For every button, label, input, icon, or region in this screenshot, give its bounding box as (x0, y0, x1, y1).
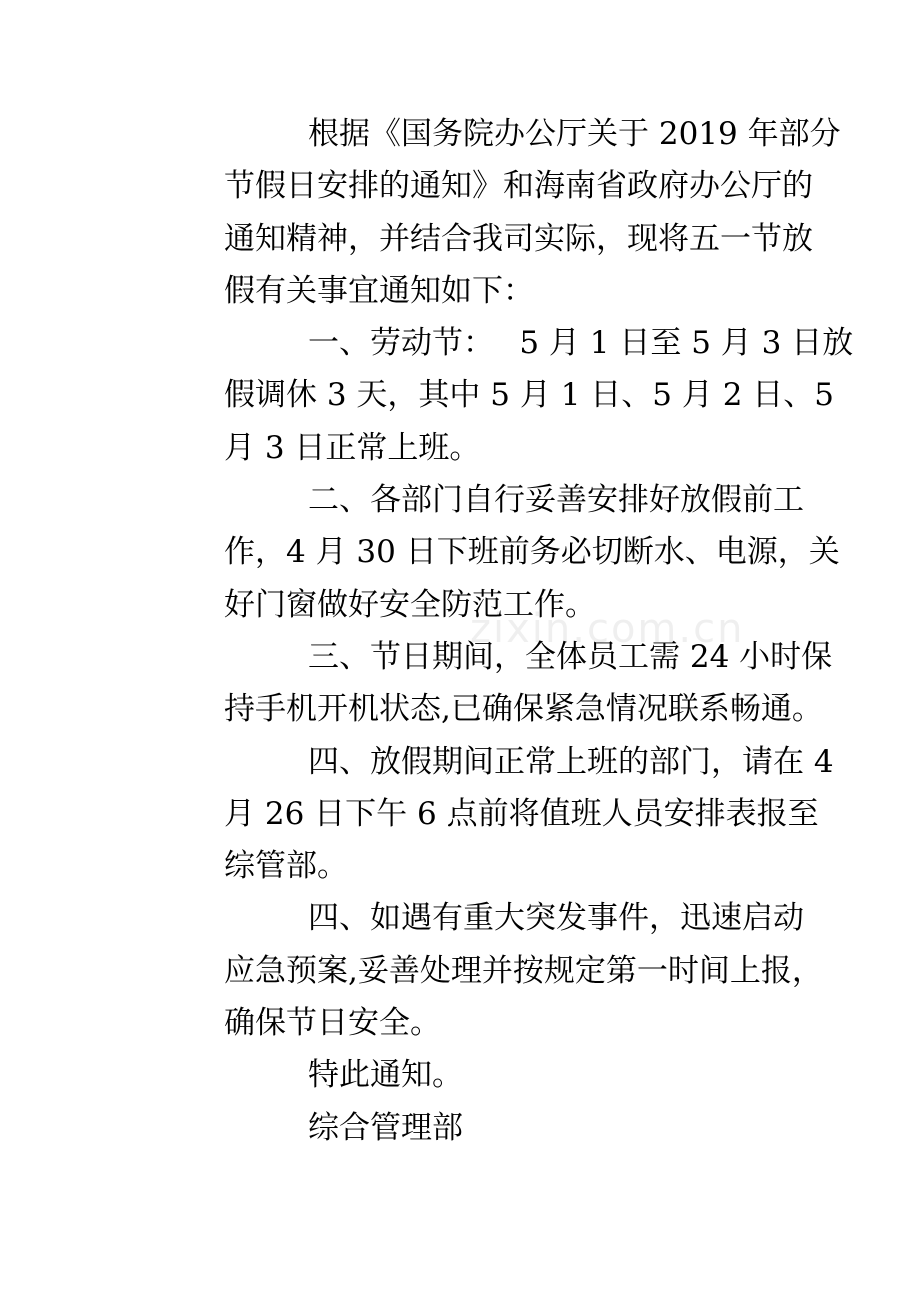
signature-block (140, 1102, 790, 1154)
text-line: 月 3 日正常上班。 (224, 429, 481, 466)
closing-text: 特此通知。 (308, 1057, 463, 1094)
text-line: 根据《国务院办公厅关于 2019 年部分 (308, 116, 841, 152)
text-line: 综管部。 (224, 848, 348, 885)
text-line: 假有关事宜通知如下： (224, 272, 534, 309)
signature-text: 综合管理部 (308, 1109, 463, 1146)
text-line: 确保节日安全。 (224, 1005, 441, 1042)
closing-line (140, 1049, 790, 1101)
paragraph-item-4 (140, 736, 834, 893)
text-line: 好门窗做好安全防范工作。 (224, 586, 596, 623)
paragraph-item-5 (140, 892, 823, 1049)
text-line: 月 26 日下午 6 点前将值班人员安排表报至 (224, 795, 819, 832)
text-line: 持手机开机状态,已确保紧急情况联系畅通。 (224, 691, 823, 728)
text-line: 二、各部门自行妥善安排好放假前工 (308, 482, 804, 519)
text-line: 四、放假期间正常上班的部门，请在 4 (308, 743, 834, 780)
text-line: 通知精神，并结合我司实际，现将五一节放 (224, 220, 813, 257)
text-line: 应急预案,妥善处理并按规定第一时间上报， (224, 952, 823, 989)
watermark-text: zixin.com.cn (470, 606, 745, 652)
text-line: 四、如遇有重大突发事件，迅速启动 (308, 900, 804, 937)
paragraph-item-1 (140, 317, 854, 474)
paragraph-intro (140, 108, 841, 317)
text-line: 节假日安排的通知》和海南省政府办公厅的 (224, 168, 813, 205)
text-line: 一、劳动节： 5 月 1 日至 5 月 3 日放 (308, 325, 854, 362)
text-line: 假调休 3 天，其中 5 月 1 日、5 月 2 日、5 (224, 377, 835, 414)
text-line: 三、节日期间，全体员工需 24 小时保 (308, 638, 833, 675)
text-line: 作，4 月 30 日下班前务必切断水、电源，关 (224, 534, 840, 571)
